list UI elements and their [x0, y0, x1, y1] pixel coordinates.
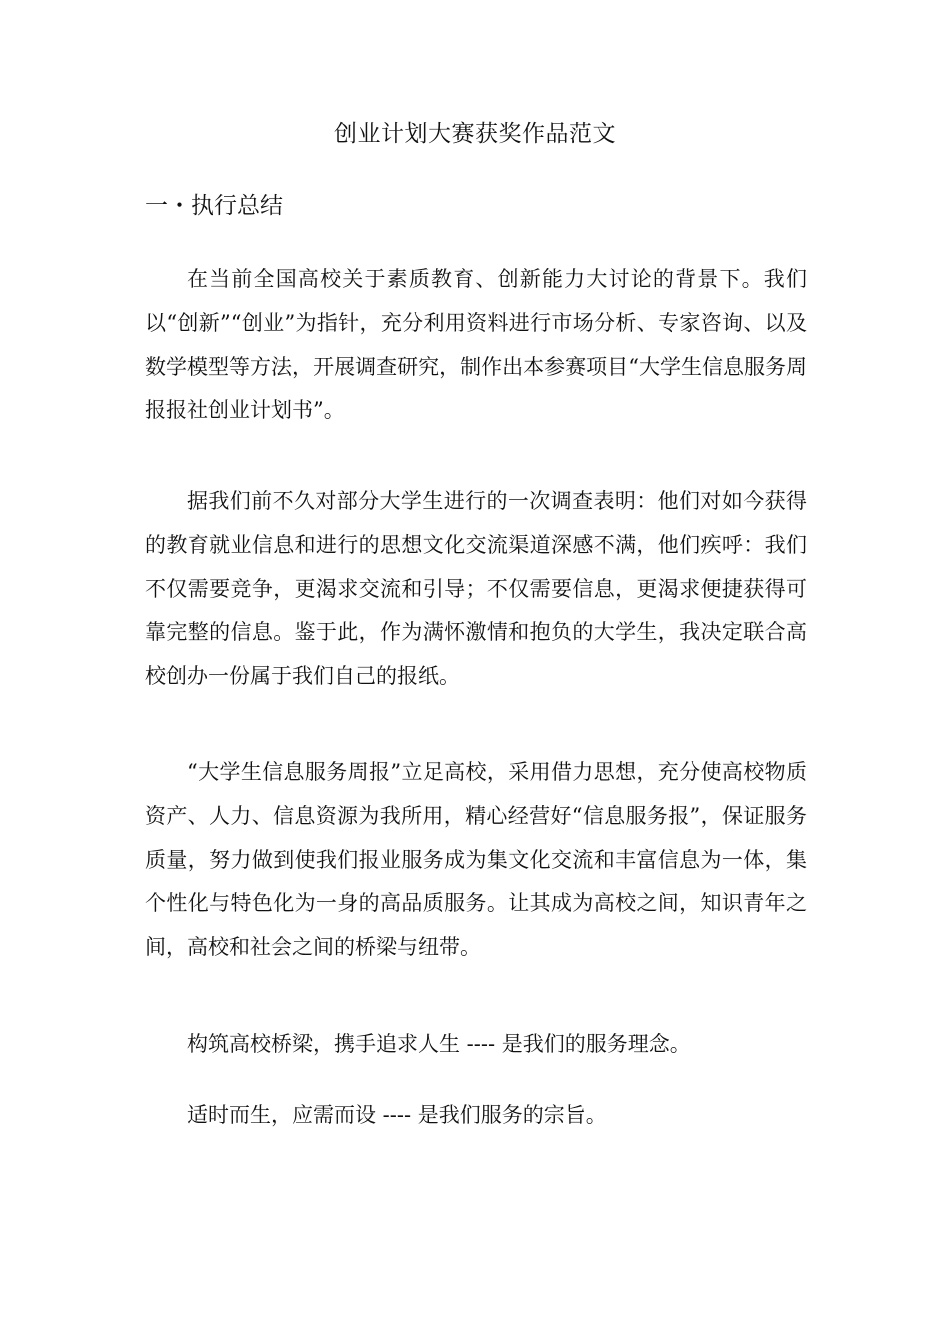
paragraph-background: 在当前全国高校关于素质教育、创新能力大讨论的背景下。我们以“创新”“创业”为指针，充分利用资料进行市场分析、专家咨询、以及数学模型等方法，开展调查研究，制作出本参赛项目“大学生信息服务周报报社创业计划书”。: [145, 267, 807, 423]
paragraph-positioning: “大学生信息服务周报”立足高校，采用借力思想，充分使高校物质资产、人力、信息资源为我所用，精心经营好“信息服务报”，保证服务质量，努力做到使我们报业服务成为集文化交流和丰富信息为一体，集个性化与特色化为一身的高品质服务。让其成为高校之间，知识青年之间，高校和社会之间的桥梁与纽带。: [145, 760, 807, 960]
service-philosophy-line: 构筑高校桥梁，携手追求人生 ---- 是我们的服务理念。: [187, 1032, 691, 1056]
section-heading: 一・执行总结: [145, 193, 283, 219]
service-purpose-line: 适时而生，应需而设 ---- 是我们服务的宗旨。: [187, 1103, 607, 1127]
paragraph-survey: 据我们前不久对部分大学生进行的一次调查表明：他们对如今获得的教育就业信息和进行的思想文化交流渠道深感不满，他们疾呼：我们不仅需要竞争，更渴求交流和引导；不仅需要信息，更渴求便捷获得可靠完整的信息。鉴于此，作为满怀激情和抱负的大学生，我决定联合高校创办一份属于我们自己的报纸。: [145, 489, 807, 689]
document-title: 创业计划大赛获奖作品范文: [334, 121, 616, 147]
